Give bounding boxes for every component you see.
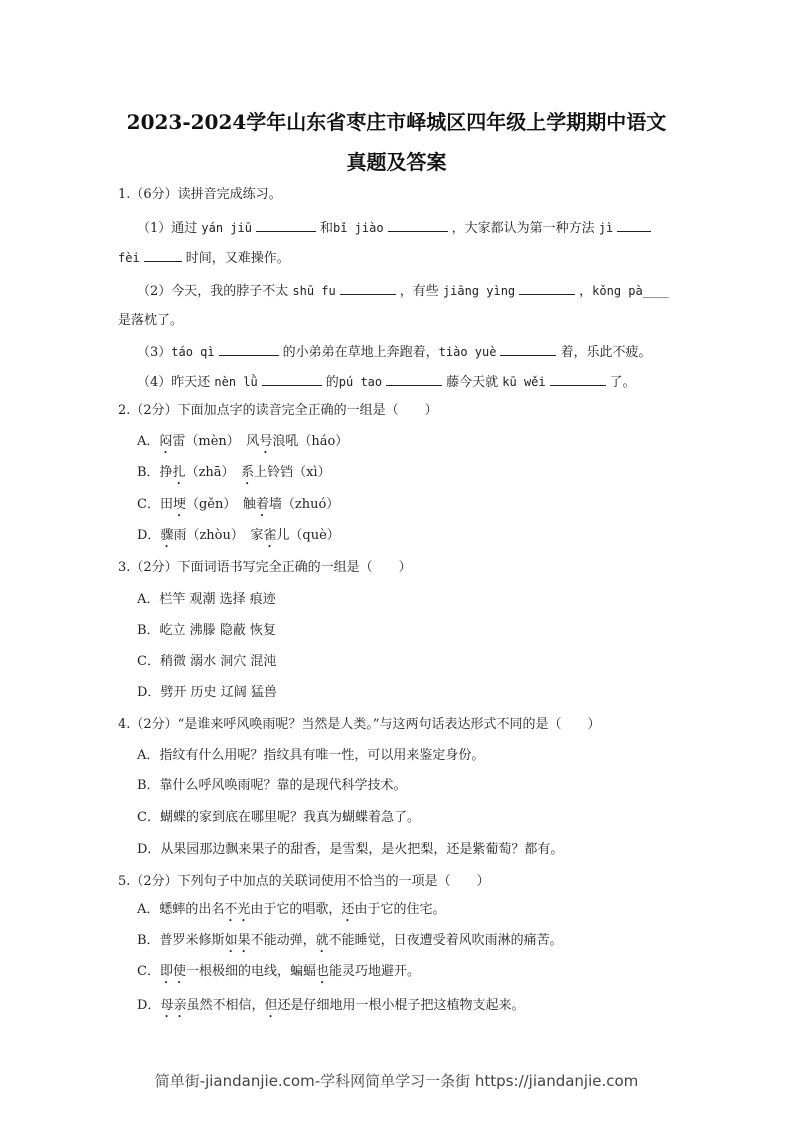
- choice-line: [137, 684, 277, 702]
- text: 和: [319, 221, 333, 236]
- text: （3）: [137, 345, 172, 360]
- answer-blank: [219, 343, 279, 356]
- subquestion-line: [137, 219, 655, 238]
- question-line: [118, 716, 600, 734]
- choice-line: [137, 747, 484, 765]
- pinyin: fèi: [118, 251, 140, 265]
- pinyin: pú tao: [338, 375, 383, 389]
- choice-line: [137, 901, 445, 925]
- answer-blank: [262, 373, 322, 386]
- text: C．田: [137, 497, 173, 512]
- text: D．: [137, 528, 161, 543]
- text: A．指纹有什么用呢？指纹具有唯一性，可以用来鉴定身份。: [137, 748, 485, 763]
- choice-line: [137, 777, 407, 795]
- choice-line: [137, 433, 348, 457]
- document-title-line-1: 2023-2024学年山东省枣庄市峄城区四年级上学期期中语文: [126, 110, 667, 134]
- text: 上铃铛（xì）: [254, 465, 331, 480]
- text: ____: [642, 284, 669, 299]
- pinyin: jì: [598, 221, 614, 235]
- text: （gěn） 触: [185, 497, 256, 512]
- choice-line: [137, 622, 276, 640]
- answer-blank: [386, 373, 442, 386]
- dotted-characters: 号: [259, 434, 273, 449]
- text: 的: [325, 375, 339, 390]
- text: D．: [137, 998, 161, 1013]
- text: 不能睡觉，日夜遭受着风吹雨淋的痛苦。: [328, 933, 563, 948]
- answer-blank: [388, 219, 448, 232]
- text: 一根极细的电线，蝙蝠: [185, 964, 316, 979]
- text: C．: [137, 964, 160, 979]
- answer-blank: [256, 219, 316, 232]
- text: （zhā）: [185, 465, 242, 480]
- text: 时间，又难操作。: [185, 251, 290, 266]
- answer-blank: [550, 373, 606, 386]
- text: 虽然不相信，: [186, 998, 265, 1013]
- text: （4）昨天还: [137, 375, 215, 390]
- text: C．蝴蝶的家到底在哪里呢？我真为蝴蝶着急了。: [137, 810, 420, 825]
- question-line: [118, 312, 183, 330]
- text: 4.（2分）“是谁来呼风唤雨呢？当然是人类。”与这两句话表达形式不同的是（ ）: [118, 717, 601, 732]
- question-line: [118, 249, 290, 268]
- text: ，有些: [399, 284, 443, 299]
- choice-line: [137, 496, 339, 520]
- dotted-characters: 即使: [159, 964, 186, 979]
- text: 了。: [609, 375, 636, 390]
- text: B．普罗米修斯: [137, 933, 225, 948]
- choice-line: [137, 464, 331, 488]
- dotted-characters: 着: [255, 497, 269, 512]
- pinyin: táo qì: [171, 345, 215, 359]
- choice-line: [137, 653, 276, 671]
- pinyin: tiào yuè: [438, 345, 497, 359]
- subquestion-line: [137, 343, 651, 362]
- text: 儿（què）: [276, 528, 340, 543]
- question-line: [118, 873, 490, 891]
- choice-line: [137, 997, 525, 1021]
- text: （1）通过: [137, 221, 202, 236]
- document-title-line-2: 真题及答案: [346, 150, 447, 174]
- choice-line: [137, 841, 563, 859]
- text: 着，乐此不疲。: [560, 345, 652, 360]
- text: 墙（zhuó）: [268, 497, 340, 512]
- text: A．蟋蟀的出名: [137, 902, 225, 917]
- text: 能灵巧地避开。: [329, 964, 421, 979]
- text: B．挣: [137, 465, 173, 480]
- text: 5.（2分）下列句子中加点的关联词使用不恰当的一项是（ ）: [118, 874, 490, 889]
- text: 由于它的住宅。: [354, 902, 446, 917]
- answer-blank: [500, 343, 556, 356]
- text: （2）今天，我的脖子不太: [137, 284, 293, 299]
- subquestion-line: [137, 373, 636, 392]
- pinyin: kǒng pà: [592, 284, 643, 298]
- text: ，: [579, 284, 593, 299]
- choice-line: [137, 932, 563, 956]
- dotted-characters: 雀: [263, 528, 277, 543]
- dotted-characters: 也: [315, 964, 329, 979]
- pinyin: bǐ jiào: [333, 221, 384, 235]
- pinyin: yán jiū: [201, 221, 252, 235]
- dotted-characters: 母亲: [160, 998, 187, 1013]
- text: 不能动弹，: [250, 933, 316, 948]
- question-line: [118, 559, 412, 577]
- answer-blank: [519, 282, 575, 295]
- choice-line: [137, 963, 420, 987]
- dotted-characters: 扎: [172, 465, 186, 480]
- footer-watermark: 简单街-jiandanjie.com-学科网简单学习一条街 https://jiandanjie.com: [154, 1072, 639, 1090]
- pinyin: nèn lǜ: [214, 375, 258, 389]
- answer-blank: [617, 219, 651, 232]
- text: 3.（2分）下面词语书写完全正确的一组是（ ）: [118, 560, 412, 575]
- dotted-characters: 骤: [160, 528, 174, 543]
- text: 雨（zhòu） 家: [173, 528, 264, 543]
- choice-line: [137, 809, 420, 827]
- pinyin: shū fu: [292, 284, 336, 298]
- choice-line: [137, 527, 340, 551]
- dotted-characters: 还: [341, 902, 355, 917]
- subquestion-line: [137, 282, 669, 301]
- pinyin: kū wěi: [502, 375, 546, 389]
- dotted-characters: 闷: [159, 434, 173, 449]
- text: 1.（6分）读拼音完成练习。: [118, 187, 282, 202]
- text: 是落枕了。: [118, 313, 184, 328]
- pinyin: jiāng yìng: [442, 284, 516, 298]
- answer-blank: [340, 282, 396, 295]
- text: A．栏竿 观潮 选择 痕迹: [137, 592, 276, 607]
- text: 藤今天就: [446, 375, 503, 390]
- text: C．稍微 溺水 洞穴 混沌: [137, 654, 277, 669]
- text: B．靠什么呼风唤雨呢？靠的是现代科学技术。: [137, 778, 407, 793]
- text: 雷（mèn） 风: [172, 434, 260, 449]
- dotted-characters: 系: [241, 465, 255, 480]
- text: 浪吼（háo）: [272, 434, 349, 449]
- dotted-characters: 但: [264, 998, 278, 1013]
- text: B．屹立 沸滕 隐蔽 恢复: [137, 623, 276, 638]
- text: ，大家都认为第一种方法: [451, 221, 599, 236]
- answer-blank: [144, 249, 182, 262]
- question-line: [118, 402, 438, 420]
- question-line: [118, 186, 282, 204]
- choice-line: [137, 591, 276, 609]
- text: 还是仔细地用一根小棍子把这植物支起来。: [277, 998, 525, 1013]
- text: 的小弟弟在草地上奔跑着，: [282, 345, 439, 360]
- text: 由于它的唱歌，: [250, 902, 342, 917]
- dotted-characters: 如果: [224, 933, 251, 948]
- text: D．从果园那边飘来果子的甜香，是雪梨，是火把梨，还是紫葡萄？都有。: [137, 842, 564, 857]
- text: 2.（2分）下面加点字的读音完全正确的一组是（ ）: [118, 403, 438, 418]
- text: A．: [137, 434, 160, 449]
- dotted-characters: 埂: [172, 497, 186, 512]
- text: D．劈开 历史 辽阔 猛兽: [137, 685, 277, 700]
- dotted-characters: 不光: [224, 902, 251, 917]
- dotted-characters: 就: [315, 933, 329, 948]
